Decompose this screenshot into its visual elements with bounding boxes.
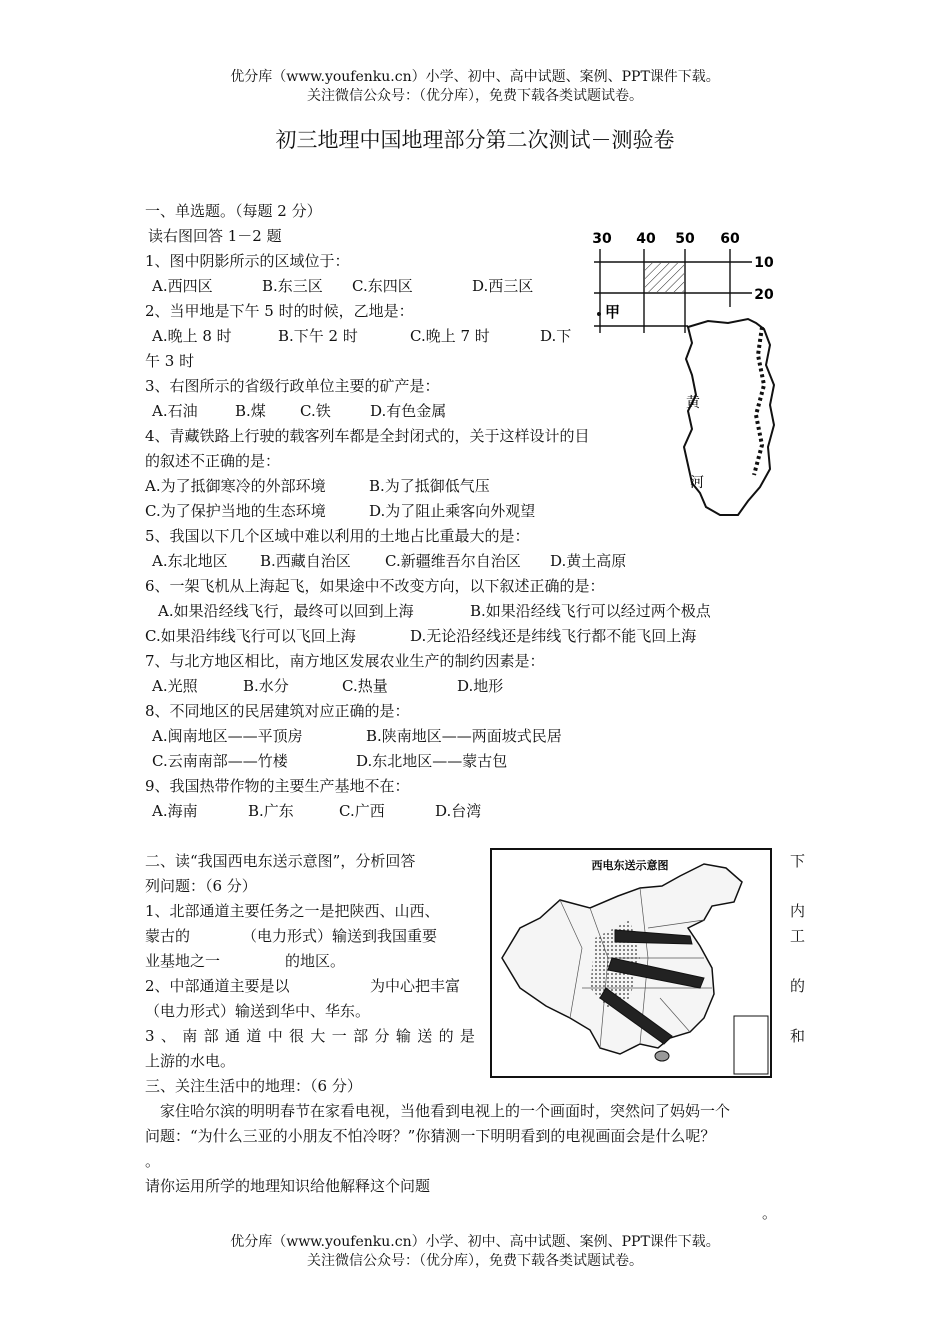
- s2-line6b: 为中心把丰富: [370, 977, 461, 995]
- island-icon: [655, 1051, 669, 1061]
- option: A.晚上 8 时: [152, 327, 232, 345]
- option: D.台湾: [435, 802, 482, 820]
- q1-stem: 1、图中阴影所示的区域位于：: [145, 252, 350, 270]
- q1-options: [152, 275, 533, 297]
- option: C.热量: [342, 677, 388, 695]
- char: 道: [246, 1027, 262, 1045]
- option: A.海南: [152, 802, 198, 820]
- river-label: 河: [690, 475, 704, 491]
- option: D.为了阻止乘客向外观望: [369, 502, 536, 520]
- s2-line6a: 2、中部通道主要是以: [145, 977, 290, 995]
- section1-heading: 一、单选题。（每题 2 分）: [145, 202, 322, 220]
- section3-para-1: 家住哈尔滨的明明春节在家看电视，当他看到电视上的一个画面时，突然问了妈妈一个: [160, 1102, 731, 1120]
- char: 一: [331, 1027, 347, 1045]
- s2-line4a: 蒙古的: [145, 927, 191, 945]
- longitude-label: 30: [592, 231, 612, 247]
- q2-stem: 2、当甲地是下午 5 时的时候，乙地是：: [145, 302, 414, 320]
- q7-stem: 7、与北方地区相比，南方地区发展农业生产的制约因素是：: [145, 652, 545, 670]
- inset-box: [734, 1016, 768, 1074]
- longitude-label: 60: [720, 231, 740, 247]
- latitude-label: 10: [754, 255, 774, 271]
- s2-line8-right: 和: [790, 1027, 806, 1045]
- s2-line1: 二、读“我国西电东送示意图”，分析回答: [145, 852, 416, 870]
- option: C.晚上 7 时: [410, 327, 490, 345]
- power-map-figure: [490, 848, 772, 1078]
- option: B.为了抵御低气压: [369, 477, 490, 495]
- q3-options: [152, 400, 446, 422]
- option: B.西藏自治区: [260, 552, 351, 570]
- option: A.光照: [152, 677, 198, 695]
- option: D.无论沿经线还是纬线飞行都不能飞回上海: [410, 627, 697, 645]
- s2-line5a: 业基地之一: [145, 952, 221, 970]
- option: C.东四区: [352, 277, 413, 295]
- option: C.如果沿纬线飞行可以飞回上海: [145, 627, 356, 645]
- longitude-label: 50: [675, 231, 695, 247]
- s2-line5b: 的地区。: [285, 952, 346, 970]
- q5-stem: 5、我国以下几个区域中难以利用的土地占比重最大的是：: [145, 527, 530, 545]
- char: 中: [267, 1027, 283, 1045]
- char: 部: [353, 1027, 369, 1045]
- option: A.为了抵御寒冷的外部环境: [145, 477, 326, 495]
- char: 分: [374, 1027, 390, 1045]
- q8-options-row2: [152, 750, 507, 772]
- option: B.广东: [248, 802, 294, 820]
- q6-options-row2: [145, 625, 696, 647]
- option: D.下: [540, 327, 572, 345]
- s2-line7: （电力形式）输送到华中、华东。: [145, 1002, 371, 1020]
- char: 、: [160, 1027, 176, 1045]
- boundary-dark: [754, 327, 764, 475]
- char: 大: [310, 1027, 326, 1045]
- q2-wrap: 午 3 时: [145, 352, 195, 370]
- section3-para-4: 请你运用所学的地理知识给他解释这个问题: [145, 1177, 431, 1195]
- s2-line8: [145, 1025, 475, 1047]
- option: C.新疆维吾尔自治区: [385, 552, 521, 570]
- option: A.闽南地区——平顶房: [152, 727, 303, 745]
- grid-map-figure: [588, 225, 788, 525]
- char: 部: [203, 1027, 219, 1045]
- option: D.地形: [457, 677, 504, 695]
- section3-heading: 三、关注生活中的地理：（6 分）: [145, 1077, 362, 1095]
- section1-intro: 读右图回答 1－2 题: [148, 227, 282, 245]
- s2-line3: 1、北部通道主要任务之一是把陕西、山西、: [145, 902, 440, 920]
- option: D.东北地区——蒙古包: [356, 752, 508, 770]
- option: A.东北地区: [152, 552, 228, 570]
- char: 通: [224, 1027, 240, 1045]
- char: 的: [438, 1027, 454, 1045]
- q9-options: [152, 800, 481, 822]
- option: D.有色金属: [370, 402, 447, 420]
- char: 送: [417, 1027, 433, 1045]
- header-line-1: 优分库（www.youfenku.cn）小学、初中、高中试题、案例、PPT课件下载。: [230, 69, 720, 85]
- option: B.陕南地区——两面坡式民居: [366, 727, 562, 745]
- q4-stem-1: 4、青藏铁路上行驶的载客列车都是全封闭式的，关于这样设计的目: [145, 427, 590, 445]
- section3-para-5: 。: [762, 1204, 778, 1222]
- option: A.石油: [152, 402, 198, 420]
- q6-stem: 6、一架飞机从上海起飞，如果途中不改变方向，以下叙述正确的是：: [145, 577, 605, 595]
- option: D.黄土高原: [550, 552, 627, 570]
- option: C.云南南部——竹楼: [152, 752, 288, 770]
- shaded-region: [645, 263, 684, 292]
- q4-options-row2: [145, 500, 535, 522]
- q4-options-row1: [145, 475, 490, 497]
- q2-options: [152, 325, 571, 347]
- page-title: 初三地理中国地理部分第二次测试－测验卷: [275, 128, 675, 152]
- header-line-2: 关注微信公众号：（优分库），免费下载各类试题试卷。: [307, 88, 643, 104]
- option: A.如果沿经线飞行，最终可以回到上海: [158, 602, 414, 620]
- option: B.煤: [235, 402, 266, 420]
- s2-line6-right: 的: [790, 977, 806, 995]
- footer-line-1: 优分库（www.youfenku.cn）小学、初中、高中试题、案例、PPT课件下载。: [230, 1234, 720, 1250]
- river-label: 黄: [686, 395, 700, 411]
- section3-para-3: 。: [145, 1152, 161, 1170]
- map-title: 西电东送示意图: [591, 859, 669, 872]
- option: B.下午 2 时: [278, 327, 358, 345]
- s2-line4b: （电力形式）输送到我国重要: [242, 927, 438, 945]
- char: 南: [182, 1027, 198, 1045]
- q8-options-row1: [152, 725, 562, 747]
- char: 3: [145, 1027, 155, 1045]
- q8-stem: 8、不同地区的民居建筑对应正确的是：: [145, 702, 410, 720]
- option: B.东三区: [262, 277, 323, 295]
- s2-line4-right: 工: [790, 927, 806, 945]
- latitude-label: 20: [754, 287, 774, 303]
- longitude-label: 40: [636, 231, 656, 247]
- section3-para-2: 问题：“为什么三亚的小朋友不怕冷呀？”你猜测一下明明看到的电视画面会是什么呢？: [145, 1127, 716, 1145]
- s2-line2: 列问题：（6 分）: [145, 877, 257, 895]
- option: C.广西: [339, 802, 385, 820]
- s2-line9: 上游的水电。: [145, 1052, 236, 1070]
- q7-options: [152, 675, 503, 697]
- option: B.水分: [243, 677, 289, 695]
- q5-options: [152, 550, 626, 572]
- option: C.为了保护当地的生态环境: [145, 502, 326, 520]
- q3-stem: 3、右图所示的省级行政单位主要的矿产是：: [145, 377, 440, 395]
- place-dot: [597, 312, 601, 316]
- option: B.如果沿经线飞行可以经过两个极点: [470, 602, 711, 620]
- char: 是: [459, 1027, 475, 1045]
- char: 很: [289, 1027, 305, 1045]
- option: A.西四区: [152, 277, 213, 295]
- option: D.西三区: [472, 277, 534, 295]
- option: C.铁: [300, 402, 331, 420]
- q4-stem-2: 的叙述不正确的是：: [145, 452, 281, 470]
- footer-line-2: 关注微信公众号：（优分库），免费下载各类试题试卷。: [307, 1253, 643, 1269]
- char: 输: [395, 1027, 411, 1045]
- place-label: 甲: [605, 303, 621, 321]
- s2-line1-right: 下: [790, 852, 806, 870]
- q6-options-row1: [158, 600, 711, 622]
- q9-stem: 9、我国热带作物的主要生产基地不在：: [145, 777, 410, 795]
- s2-line3-right: 内: [790, 902, 806, 920]
